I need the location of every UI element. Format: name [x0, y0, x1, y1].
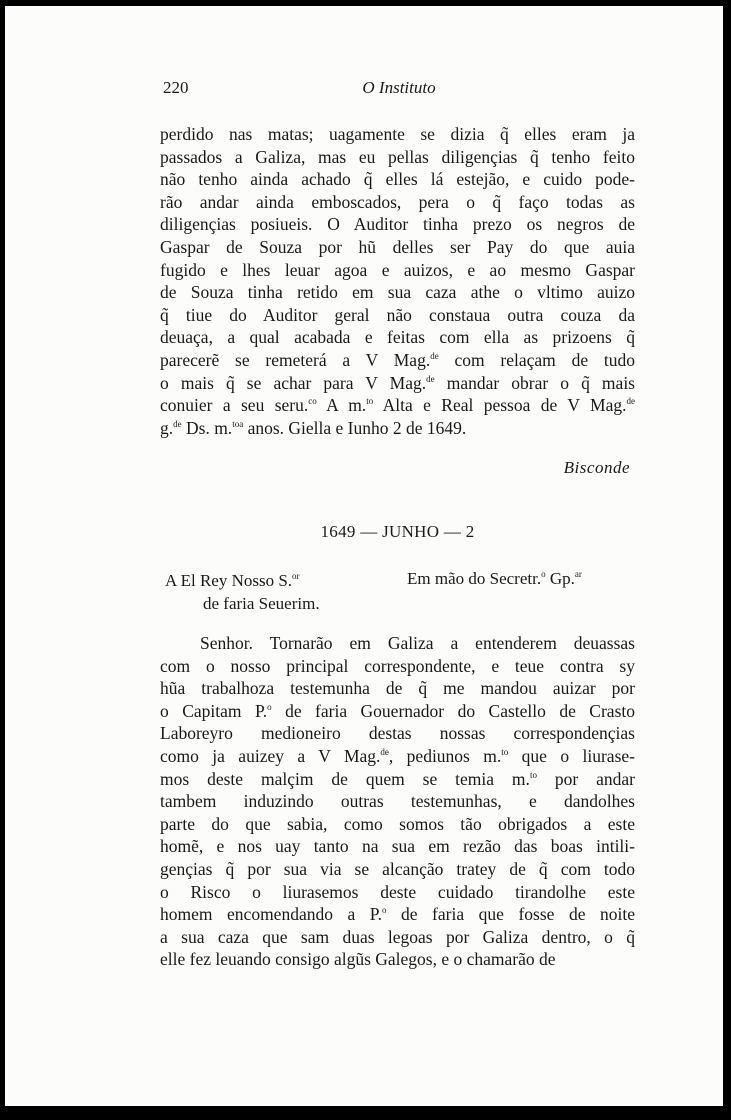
text-line: parte do que sabia, como somos tão obrigados a este — [160, 813, 635, 834]
text-line: como ja auizey a V Mag.$^{de}$, pediunos m.$^{to}$ que o liurase- — [160, 745, 635, 766]
text-line: fugido e lhes leuar agoa e auizos, e ao mesmo Gaspar — [160, 259, 635, 280]
letter-paragraph-2 — [160, 632, 635, 971]
text-line: diligençias posiueis. O Auditor tinha prezo os negros de — [160, 214, 635, 235]
text-line: rão andar ainda emboscados, pera o q̃ faço todas as — [160, 191, 635, 212]
text-line: a sua caza que sam duas legoas por Galiza dentro, o q̃ — [160, 926, 635, 947]
date-heading: 1649 — JUNHO — 2 — [320, 522, 475, 541]
text-line: o Risco o liurasemos deste cuidado tirandolhe este — [160, 881, 635, 902]
text-line: o Capitam P.$^o$ de faria Gouernador do Castello de Crasto — [160, 700, 635, 721]
text-line: homem encomendando a P.$^o$ de faria que fosse de noite — [160, 904, 635, 925]
addressee — [165, 569, 320, 615]
text-line: Laboreyro medioneiro destas nossas correspondençias — [160, 723, 635, 744]
text-line: homẽ, e nos uay tanto na sua em rezão das boas intili- — [160, 836, 635, 857]
text-line: o mais q̃ se achar para V Mag.$^{de}$ mandar obrar o q̃ mais — [160, 372, 635, 393]
text-line: Gaspar de Souza por hũ delles ser Pay do que auia — [160, 236, 635, 257]
text-line: deuaça, a qual acabada e feitas com ella as prizoens q̃ — [160, 327, 635, 348]
delivery-note: Em mão do Secretr.$^o$ Gp.$^{ar}$ — [407, 569, 582, 588]
addressee-line-1: A El Rey Nosso S.$^{or}$ — [165, 571, 300, 590]
running-title: O Instituto — [362, 78, 436, 97]
text-line: parecerẽ se remeterá a V Mag.$^{de}$ com relaçam de tudo — [160, 349, 635, 370]
text-line: passados a Galiza, mas eu pellas diligençias q̃ tenho feito — [160, 146, 635, 167]
text-line: q̃ tiue do Auditor geral não constaua outra couza da — [160, 304, 635, 325]
text-line: mos deste malçim de quem se temia m.$^{to}$ por andar — [160, 768, 635, 789]
document-page — [5, 6, 723, 1106]
text-line: com o nosso principal correspondente, e teue contra sy — [160, 655, 635, 676]
text-line: Senhor. Tornarão em Galiza a entenderem deuassas — [200, 633, 635, 653]
text-line: tambem induzindo outras testemunhas, e dandolhes — [160, 791, 635, 812]
signature: Bisconde — [563, 458, 630, 477]
page-header — [163, 78, 635, 102]
addressee-line-2: de faria Seuerim. — [203, 594, 320, 613]
text-line: de Souza tinha retido em sua caza athe o vltimo auizo — [160, 282, 635, 303]
text-line: hũa trabalhoza testemunha de q̃ me mandou auizar por — [160, 678, 635, 699]
text-line: elle fez leuando consigo algũs Galegos, e o chamarão de — [160, 949, 556, 970]
text-line: g.$^{de}$ Ds. m.$^{toa}$ anos. Giella e Iunho 2 de 1649. — [160, 417, 467, 438]
text-line: conuier a seu seru.$^{co}$ A m.$^{to}$ Alta e Real pessoa de V Mag.$^{de}$ — [160, 395, 635, 416]
text-line: gençias q̃ por sua via se alcanção tratey de q̃ com todo — [160, 858, 635, 879]
letter-paragraph-1 — [160, 123, 635, 439]
page-number: 220 — [163, 78, 189, 97]
text-line: perdido nas matas; uagamente se dizia q̃ elles eram ja — [160, 124, 635, 144]
text-line: não tenho ainda achado q̃ elles lá estejão, e cuido pode- — [160, 169, 635, 190]
